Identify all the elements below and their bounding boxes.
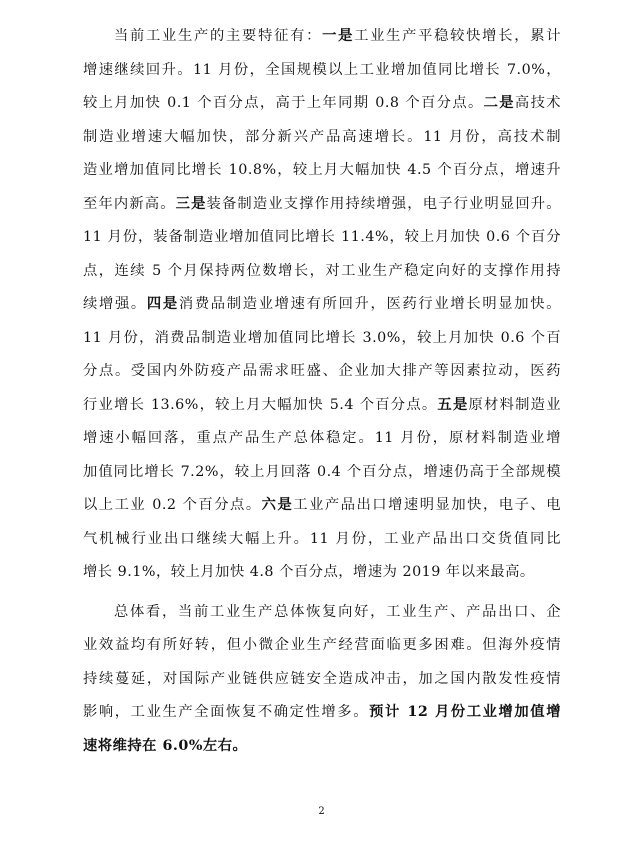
bold-text-segment: 六是 bbox=[261, 497, 294, 513]
text-segment: 续增强。 bbox=[83, 296, 147, 312]
document-body bbox=[83, 20, 561, 763]
text-segment: 制造业增速大幅加快，部分新兴产品高速增长。11 月份，高技术制 bbox=[83, 128, 561, 145]
text-segment: 分点。受国内外防疫产品需求旺盛、企业加大排产等因素拉动，医药 bbox=[83, 363, 561, 379]
text-segment: 业效益均有所好转，但小微企业生产经营面临更多困难。但海外疫情 bbox=[83, 637, 561, 653]
text-line bbox=[83, 456, 561, 490]
text-segment: 较上月加快 0.1 个百分点，高于上年同期 0.8 个百分点。 bbox=[83, 95, 484, 111]
text-segment: 高技术 bbox=[514, 95, 562, 111]
text-line bbox=[83, 154, 561, 188]
text-line bbox=[83, 696, 561, 730]
text-segment: 工业生产平稳较快增长，累计 bbox=[354, 28, 562, 44]
bold-text-segment: 四是 bbox=[146, 296, 179, 312]
text-line bbox=[83, 389, 561, 423]
bold-text-segment: 速将维持在 6.0%左右。 bbox=[83, 737, 248, 754]
text-line bbox=[83, 730, 561, 764]
text-line bbox=[83, 255, 561, 289]
text-segment: 增速小幅回落，重点产品生产总体稳定。11 月份，原材料制造业增 bbox=[83, 430, 561, 446]
bold-text-segment: 三是 bbox=[175, 195, 207, 212]
text-line bbox=[83, 322, 561, 356]
text-segment: 装备制造业支撑作用持续增强，电子行业明显回升。 bbox=[206, 195, 562, 212]
page-number: 2 bbox=[318, 806, 325, 817]
text-line bbox=[83, 54, 561, 88]
text-line bbox=[83, 87, 561, 121]
text-segment: 持续蔓延，对国际产业链供应链安全造成冲击，加之国内散发性疫情 bbox=[83, 670, 561, 687]
text-segment: 以上工业 0.2 个百分点。 bbox=[83, 497, 262, 513]
text-line bbox=[83, 663, 561, 697]
text-segment: 加值同比增长 7.2%，较上月回落 0.4 个百分点，增速仍高于全部规模 bbox=[83, 463, 561, 480]
bold-text-segment: 一是 bbox=[322, 28, 355, 44]
text-segment: 气机械行业出口继续大幅上升。11 月份，工业产品出口交货值同比 bbox=[83, 530, 561, 547]
text-segment: 增速继续回升。11 月份，全国规模以上工业增加值同比增长 7.0%， bbox=[83, 61, 561, 78]
text-line bbox=[83, 556, 561, 590]
text-segment: 点，连续 5 个月保持两位数增长，对工业生产稳定向好的支撑作用持 bbox=[83, 262, 561, 279]
text-segment: 总体看，当前工业生产总体恢复向好，工业生产、产品出口、企 bbox=[114, 603, 561, 620]
text-segment: 行业增长 13.6%，较上月大幅加快 5.4 个百分点。 bbox=[83, 396, 438, 413]
text-segment: 当前工业生产的主要特征有： bbox=[114, 28, 323, 44]
text-segment: 影响，工业生产全面恢复不确定性增多。 bbox=[83, 704, 370, 720]
bold-text-segment: 二是 bbox=[483, 95, 515, 111]
text-line bbox=[83, 188, 561, 222]
text-segment: 消费品制造业增速有所回升，医药行业增长明显加快。 bbox=[178, 296, 562, 312]
text-segment: 增长 9.1%，较上月加快 4.8 个百分点，增速为 2019 年以来最高。 bbox=[83, 564, 535, 580]
bold-text-segment: 五是 bbox=[437, 396, 469, 413]
text-line bbox=[83, 596, 561, 630]
text-line bbox=[83, 288, 561, 322]
text-segment: 工业产品出口增速明显加快，电子、电 bbox=[293, 497, 562, 513]
text-line bbox=[83, 20, 561, 54]
text-line bbox=[83, 221, 561, 255]
text-line bbox=[83, 121, 561, 155]
text-line bbox=[83, 489, 561, 523]
text-segment: 11 月份，装备制造业增加值同比增长 11.4%，较上月加快 0.6 个百分 bbox=[83, 229, 561, 245]
paragraph-main-features bbox=[83, 20, 561, 590]
text-segment: 至年内新高。 bbox=[83, 195, 176, 212]
paragraph-summary bbox=[83, 596, 561, 764]
text-line bbox=[83, 523, 561, 557]
text-line bbox=[83, 355, 561, 389]
text-segment: 造业增加值同比增长 10.8%，较上月大幅加快 4.5 个百分点，增速升 bbox=[83, 162, 561, 178]
text-segment: 11 月份，消费品制造业增加值同比增长 3.0%，较上月加快 0.6 个百 bbox=[83, 329, 561, 346]
text-line bbox=[83, 422, 561, 456]
text-line bbox=[83, 629, 561, 663]
text-segment: 原材料制造业 bbox=[468, 396, 561, 413]
bold-text-segment: 预计 12 月份工业增加值增 bbox=[369, 704, 562, 720]
